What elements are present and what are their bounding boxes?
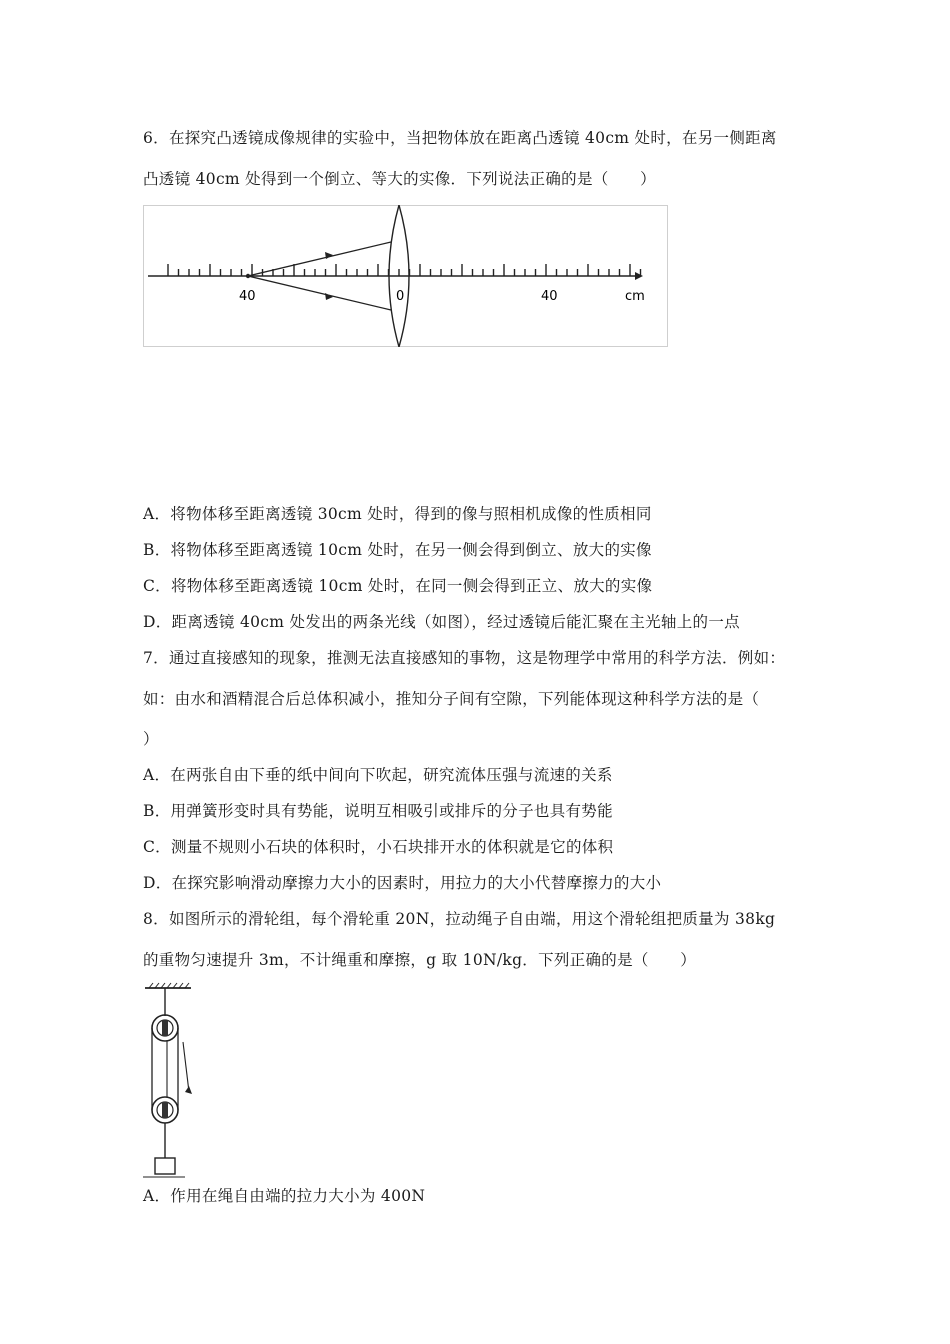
q6-stem-line2: 凸透镜 40cm 处得到一个倒立、等大的实像．下列说法正确的是（ ） [143,170,656,188]
q7-stem-line1: 7．通过直接感知的现象，推测无法直接感知的事物，这是物理学中常用的科学方法．例如： [143,649,786,667]
q7-stem-line3: ） [143,730,159,748]
label-center-0: 0 [396,289,405,304]
q6-option-d: D．距离透镜 40cm 处发出的两条光线（如图），经过透镜后能汇聚在主光轴上的一点 [143,613,740,631]
q7-option-b: B．用弹簧形变时具有势能，说明互相吸引或排斥的分子也具有势能 [143,802,613,820]
q7-option-c: C．测量不规则小石块的体积时，小石块排开水的体积就是它的体积 [143,838,614,856]
ray-arrow-lower [325,293,333,300]
q7-option-d: D．在探究影响滑动摩擦力大小的因素时，用拉力的大小代替摩擦力的大小 [143,874,662,892]
q8-stem-line2: 的重物匀速提升 3m，不计绳重和摩擦，g 取 10N/kg．下列正确的是（ ） [143,951,697,969]
ruler-ticks [168,264,641,276]
q8-option-a: A．作用在绳自由端的拉力大小为 400N [143,1187,426,1205]
axis-arrow [635,272,643,280]
q7-stem-line2: 如：由水和酒精混合后总体积减小，推知分子间有空隙，下列能体现这种科学方法的是（ [143,690,760,708]
convex-lens-figure [143,205,668,347]
pulley-system-figure [143,982,203,1178]
q6-option-c: C．将物体移至距离透镜 10cm 处时，在同一侧会得到正立、放大的实像 [143,577,653,595]
ray-arrow-upper [325,252,333,259]
q6-option-b: B．将物体移至距离透镜 10cm 处时，在另一侧会得到倒立、放大的实像 [143,541,652,559]
q7-option-a: A．在两张自由下垂的纸中间向下吹起，研究流体压强与流速的关系 [143,766,613,784]
label-unit-cm: cm [625,289,645,304]
movable-pulley-axle [162,1102,168,1118]
weight-block [155,1158,175,1174]
q6-stem-line1: 6．在探究凸透镜成像规律的实验中，当把物体放在距离凸透镜 40cm 处时，在另一侧距离 [143,129,777,147]
object-point [246,274,250,278]
light-ray-lower [248,276,391,310]
rope-free-end [183,1042,189,1092]
q6-option-a: A．将物体移至距离透镜 30cm 处时，得到的像与照相机成像的性质相同 [143,505,652,523]
label-left-40: 40 [239,289,256,304]
q8-stem-line1: 8．如图所示的滑轮组，每个滑轮重 20N，拉动绳子自由端，用这个滑轮组把质量为 38kg [143,910,776,928]
pull-arrow [185,1086,192,1094]
label-right-40: 40 [541,289,558,304]
light-ray-upper [248,242,391,276]
fixed-pulley-axle [162,1020,168,1036]
